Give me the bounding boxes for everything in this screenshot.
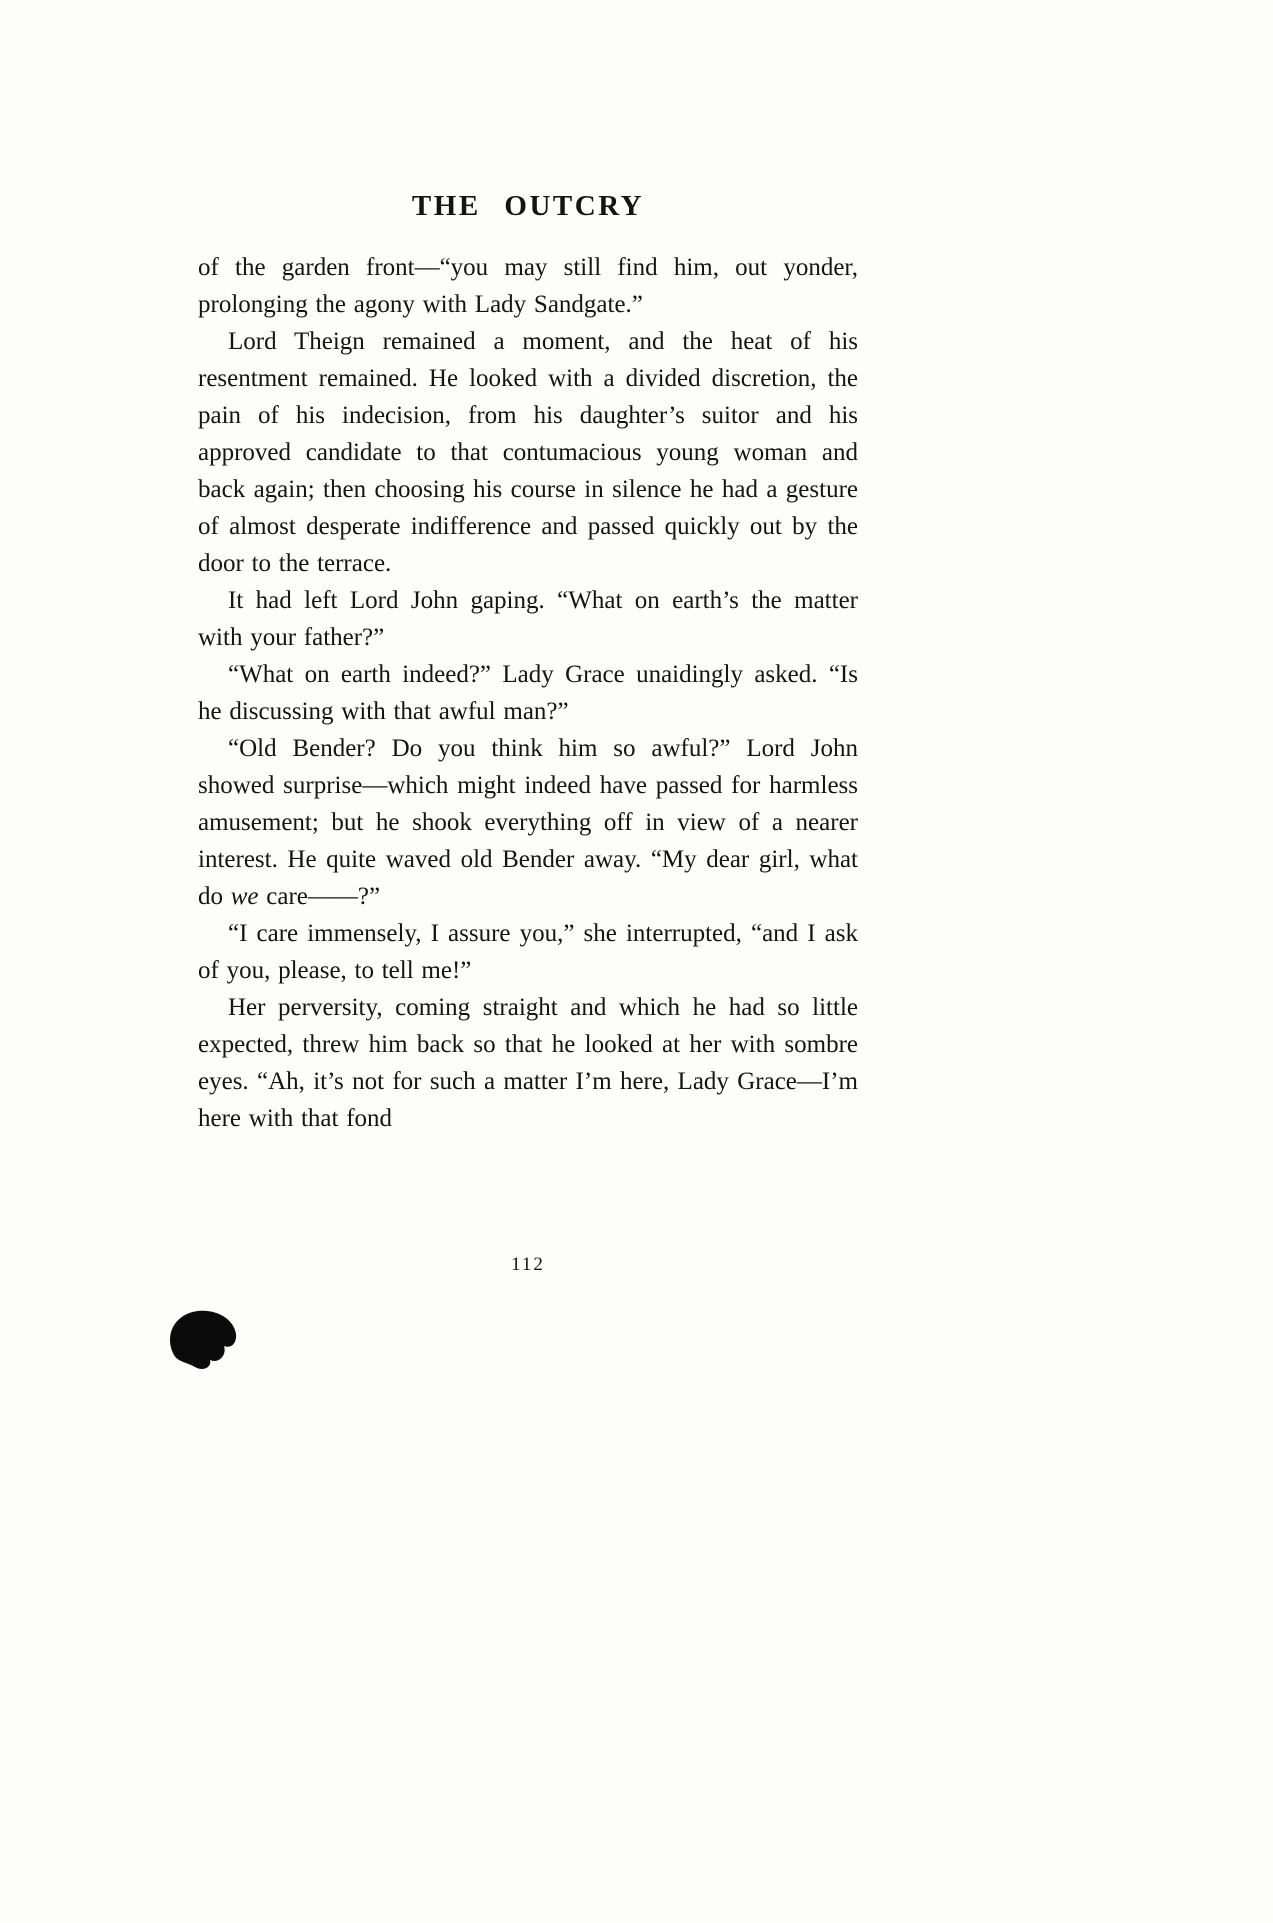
italic-text: we [230, 883, 259, 910]
text-segment: It had left Lord John gaping. “What on earth’s the matter with your father?” [198, 587, 858, 651]
page-title: THE OUTCRY [411, 190, 645, 222]
body-text [198, 249, 858, 1137]
paragraph [198, 249, 858, 323]
text-segment: care——?” [258, 883, 381, 910]
paragraph [198, 323, 858, 582]
ink-blot-icon [165, 1305, 239, 1371]
text-segment: “I care immensely, I assure you,” she interrupted, “and I ask of you, please, to tell me!” [198, 920, 858, 984]
text-segment: of the garden front—“you may still find him, out yonder, prolonging the agony with Lady Sandgate.” [198, 254, 858, 318]
paragraph [198, 730, 858, 915]
paragraph [198, 989, 858, 1137]
text-segment: Her perversity, coming straight and which he had so little expected, threw him back so that he looked at her with sombre eyes. “Ah, it’s not for such a matter I’m here, Lady Grace—I’m here with that fond [198, 994, 858, 1132]
paragraph [198, 656, 858, 730]
paragraph [198, 915, 858, 989]
text-segment: “Old Bender? Do you think him so awful?” Lord John showed surprise—which might indeed have passed for harmless amusement; but he shook everything off in view of a nearer interest. He quite waved old Bender away. “My dear girl, what do [198, 735, 858, 910]
text-segment: Lord Theign remained a moment, and the heat of his resentment remained. He looked with a divided discretion, the pain of his indecision, from his daughter’s suitor and his approved candidate to that contumacious young woman and back again; then choosing his course in silence he had a gesture of almost desperate indifference and passed quickly out by the door to the terrace. [198, 328, 858, 577]
page-number: 112 [511, 1254, 545, 1275]
paragraph [198, 582, 858, 656]
text-segment: “What on earth indeed?” Lady Grace unaidingly asked. “Is he discussing with that awful man?” [198, 661, 858, 725]
